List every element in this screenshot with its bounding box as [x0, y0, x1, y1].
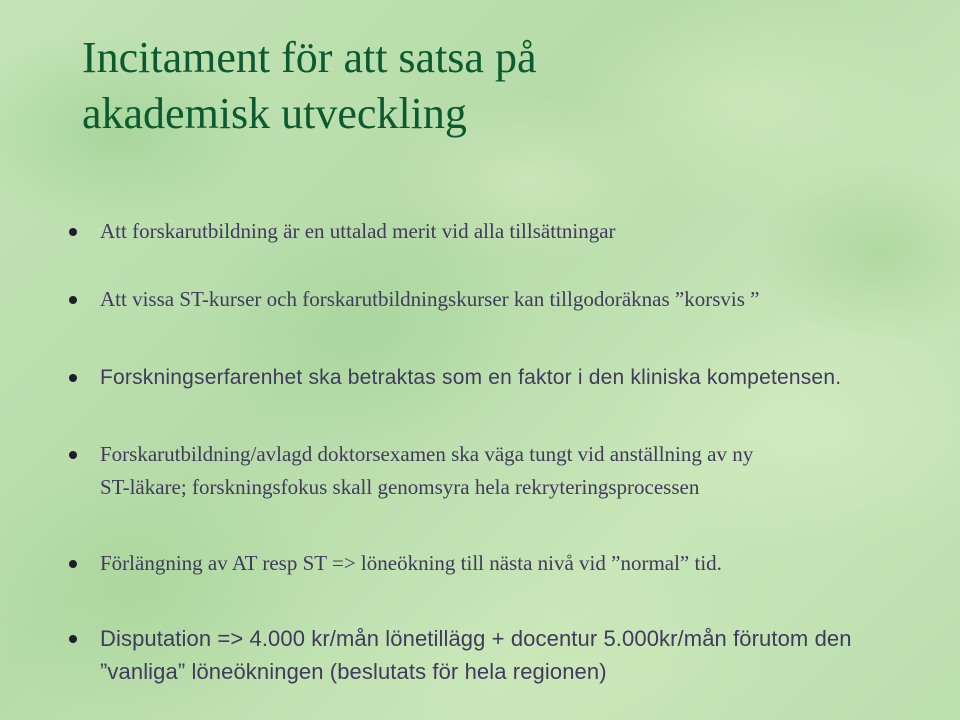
bullet-text: Att forskarutbildning är en uttalad merit vid alla tillsättningar: [100, 219, 616, 243]
bullet-dot-icon: [69, 451, 77, 459]
slide-title-line-2: akademisk utveckling: [82, 89, 467, 138]
bullet-text-line-1: Forskarutbildning/avlagd doktorsexamen ska väga tungt vid anställning av ny: [100, 442, 754, 466]
bullet-dot-icon: [69, 228, 77, 236]
bullet-text: Förlängning av AT resp ST => löneökning till nästa nivå vid ”normal” tid.: [100, 551, 722, 575]
bullet-dot-icon: [69, 374, 77, 382]
slide-title-line-1: Incitament för att satsa på: [82, 33, 537, 82]
bullet-text-line-2: ”vanliga” löneökningen (beslutats för hela regionen): [100, 659, 607, 684]
bullet-text: Att vissa ST-kurser och forskarutbildningskurser kan tillgodoräknas ”korsvis ”: [100, 287, 760, 311]
bullet-dot-icon: [69, 560, 77, 568]
bullet-text-line-2: ST-läkare; forskningsfokus skall genomsyra hela rekryteringsprocessen: [100, 475, 700, 499]
bullet-text-line-1: Disputation => 4.000 kr/mån lönetillägg + docentur 5.000kr/mån förutom den: [100, 626, 852, 651]
bullet-dot-icon: [69, 296, 77, 304]
bullet-dot-icon: [69, 635, 77, 643]
slide-title: [82, 30, 902, 142]
bullet-text: Forskningserfarenhet ska betraktas som en faktor i den kliniska kompetensen.: [100, 366, 842, 389]
